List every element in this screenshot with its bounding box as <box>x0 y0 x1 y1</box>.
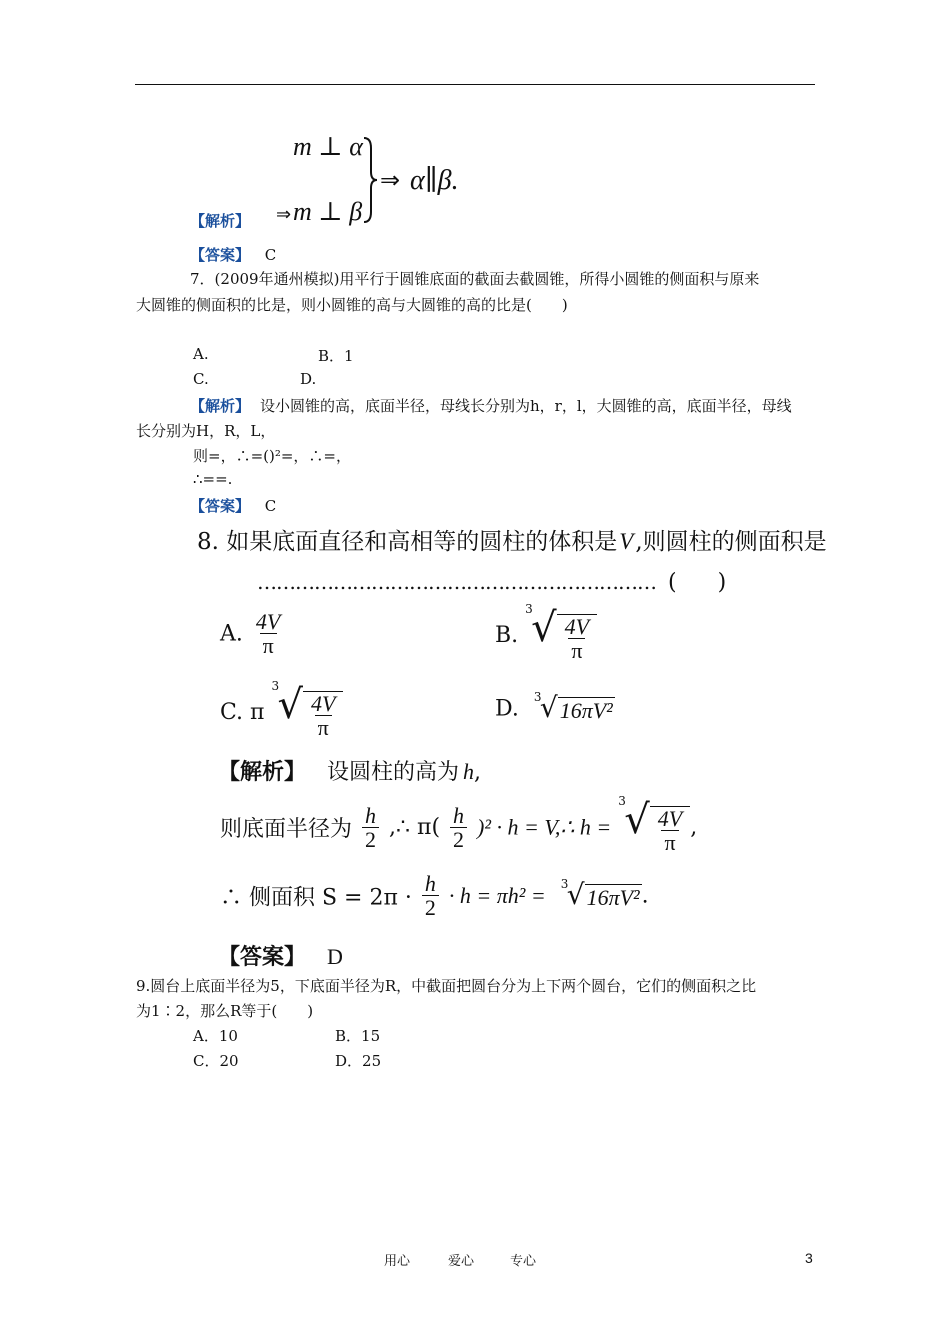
q8-answer-row: 【答案】 D <box>218 944 343 970</box>
q9-option-a: A．10 <box>193 1027 238 1045</box>
header-rule <box>135 84 815 85</box>
q7-jiexi-line1: 【解析】 设小圆锥的高，底面半径，母线长分别为h，r，l，大圆锥的高，底面半径，母线 <box>190 397 792 415</box>
q8-option-a: A. $\frac{4V}{\pi}$ <box>220 609 281 659</box>
q7-option-b: B．1 <box>318 347 354 365</box>
q9-option-d: D．25 <box>335 1052 382 1070</box>
q8-jiexi-line1: 【解析】 设圆柱的高为 h, <box>218 759 482 785</box>
q6-implies: ⇒ <box>380 166 401 194</box>
footer-text-3: 专心 <box>510 1254 537 1269</box>
q8-jiexi-line3: ∴ 侧面积 S = 2π · $\frac{h}{2}$ · h = πh² = 3 √ 16πV² . <box>220 871 649 921</box>
q7-option-c: C. <box>193 370 209 388</box>
q8-option-d: D. 3 √ 16πV² <box>495 690 613 724</box>
q8-option-b: B. 3 √ $\frac{4V}{\pi}$ <box>495 608 597 663</box>
q9-option-b: B．15 <box>335 1027 381 1045</box>
footer-text-1: 用心 <box>384 1254 411 1269</box>
q7-jiexi-line4: ∴==. <box>193 470 233 488</box>
q8-stem: 8. 如果底面直径和高相等的圆柱的体积是V,则圆柱的侧面积是 <box>197 529 827 555</box>
q7-stem-line1: 7．(2009年通州模拟)用平行于圆锥底面的截面去截圆锥，所得小圆锥的侧面积与原来 <box>190 270 760 288</box>
q9-stem-line1: 9.圆台上底面半径为5，下底面半径为R，中截面把圆台分为上下两个圆台，它们的侧面积之比 <box>136 977 757 995</box>
q7-jiexi-line2: 长分别为H，R，L， <box>136 422 276 440</box>
page-number: 3 <box>805 1250 813 1266</box>
q8-jiexi-line2: 则底面半径为 $\frac{h}{2}$ ,∴ π( $\frac{h}{2}$ )² · h = V,∴ h = 3 √ $\frac{4V}{\pi}$ , <box>220 794 698 856</box>
q6-brace <box>362 136 378 224</box>
q9-option-c: C．20 <box>193 1052 239 1070</box>
q6-formula-line1: m ⊥ α <box>293 132 363 161</box>
q9-stem-line2: 为1∶2，那么R等于( ) <box>136 1002 314 1020</box>
q7-jiexi-line3: 则=，∴=()²=，∴=， <box>193 447 351 465</box>
q7-answer-row: 【答案】 C <box>190 497 277 515</box>
q6-jiexi-implies: ⇒ <box>276 204 292 225</box>
q8-dots-paren: ……………………………………………………… ( ) <box>257 570 726 595</box>
q7-option-d: D. <box>300 370 317 388</box>
q7-option-a: A. <box>193 345 209 363</box>
footer-text-2: 爱心 <box>448 1254 475 1269</box>
q7-stem-line2: 大圆锥的侧面积的比是，则小圆锥的高与大圆锥的高的比是( ) <box>136 296 568 314</box>
q6-answer-row: 【答案】 C <box>190 246 277 264</box>
q6-jiexi-label: 【解析】 <box>190 212 251 230</box>
q8-option-c: C. π 3 √ $\frac{4V}{\pi}$ <box>220 685 343 740</box>
q6-formula-line2: m ⊥ β <box>293 197 363 226</box>
q6-result: α∥β. <box>410 165 459 196</box>
